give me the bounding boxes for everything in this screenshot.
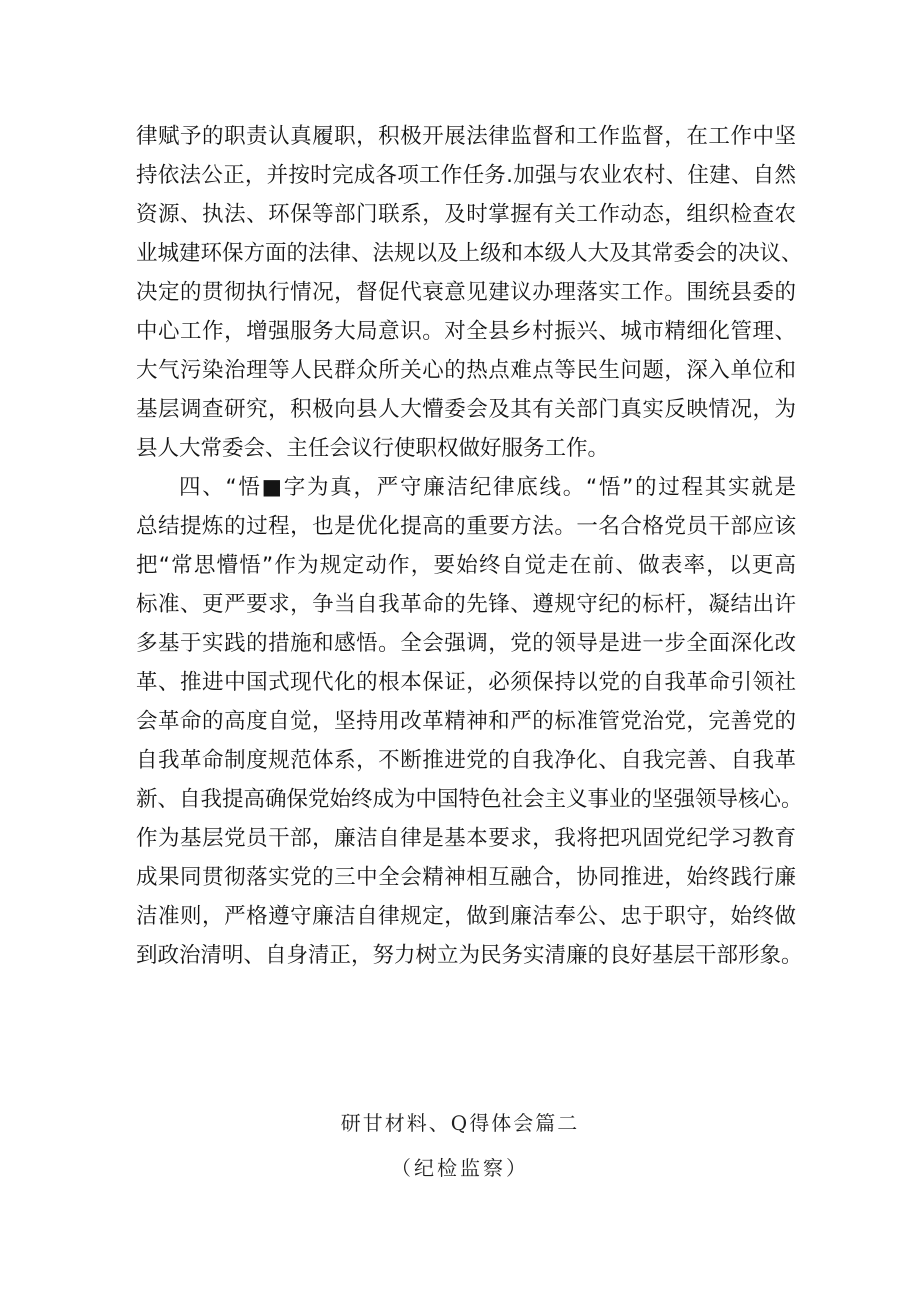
text-line: 业城建环保方面的法律、法规以及上级和本级人大及其常委会的决议、 — [136, 241, 803, 266]
text-line: 到政治清明、自身清正，努力树立为民务实清廉的良好基层干部形象。 — [136, 943, 803, 968]
text-line: 总结提炼的过程，也是优化提高的重要方法。一名合格党员干部应该 — [136, 514, 796, 539]
text-line: 会革命的高度自觉，坚持用改革精神和严的标准管党治党，完善党的 — [136, 709, 796, 734]
body-text — [136, 117, 803, 975]
text-line: 标准、更严要求，争当自我革命的先锋、遵规守纪的标杆，凝结出许 — [136, 592, 796, 617]
section-title: 研甘材料、Q得体会篇二 — [340, 1111, 580, 1135]
text-line: 自我革命制度规范体系，不断推进党的自我净化、自我完善、自我革 — [136, 748, 796, 773]
text-line: 律赋予的职责认真履职，积极开展法律监督和工作监督，在工作中坚 — [136, 124, 796, 149]
text-line: 成果同贯彻落实党的三中全会精神相互融合，协同推进，始终践行廉 — [136, 865, 796, 890]
text-line: 中心工作，增强服务大局意识。对全县乡村振兴、城市精细化管理、 — [136, 319, 796, 344]
text-line: 作为基层党员干部，廉洁自律是基本要求，我将把巩固党纪学习教育 — [136, 826, 796, 851]
text-line: 基层调查研究，积极向县人大懵委会及其有关部门真实反映情况，为 — [136, 397, 796, 422]
text-line: 决定的贯彻执行情况，督促代衰意见建议办理落实工作。围统县委的 — [136, 280, 796, 305]
text-line: 把“常思懵悟”作为规定动作，要始终自觉走在前、做表率，以更高 — [136, 553, 796, 578]
text-line: 革、推进中国式现代化的根本保证，必须保持以党的自我革命引领社 — [136, 670, 796, 695]
section-subtitle: （纪检监察） — [391, 1156, 529, 1180]
text-line: 持依法公正，并按时完成各项工作任务.加强与农业农村、住建、自然 — [136, 163, 796, 188]
text-line: 新、自我提高确保党始终成为中国特色社会主义事业的坚强领导核心。 — [136, 787, 803, 812]
text-line: 多基于实践的措施和感悟。全会强调，党的领导是进一步全面深化改 — [136, 631, 796, 656]
text-line: 洁准则，严格遵守廉洁自律规定，做到廉洁奉公、忠于职守，始终做 — [136, 904, 796, 929]
text-line: 县人大常委会、主任会议行使职权做好服务工作。 — [136, 436, 610, 461]
text-line: 资源、执法、环保等部门联系，及时掌握有关工作动态，组织检查农 — [136, 202, 796, 227]
paragraph-start-line: 四、“悟■字为真，严守廉洁纪律底线。“悟”的过程其实就是 — [179, 475, 796, 500]
text-line: 大气污染治理等人民群众所关心的热点难点等民生问题，深入单位和 — [136, 358, 796, 383]
